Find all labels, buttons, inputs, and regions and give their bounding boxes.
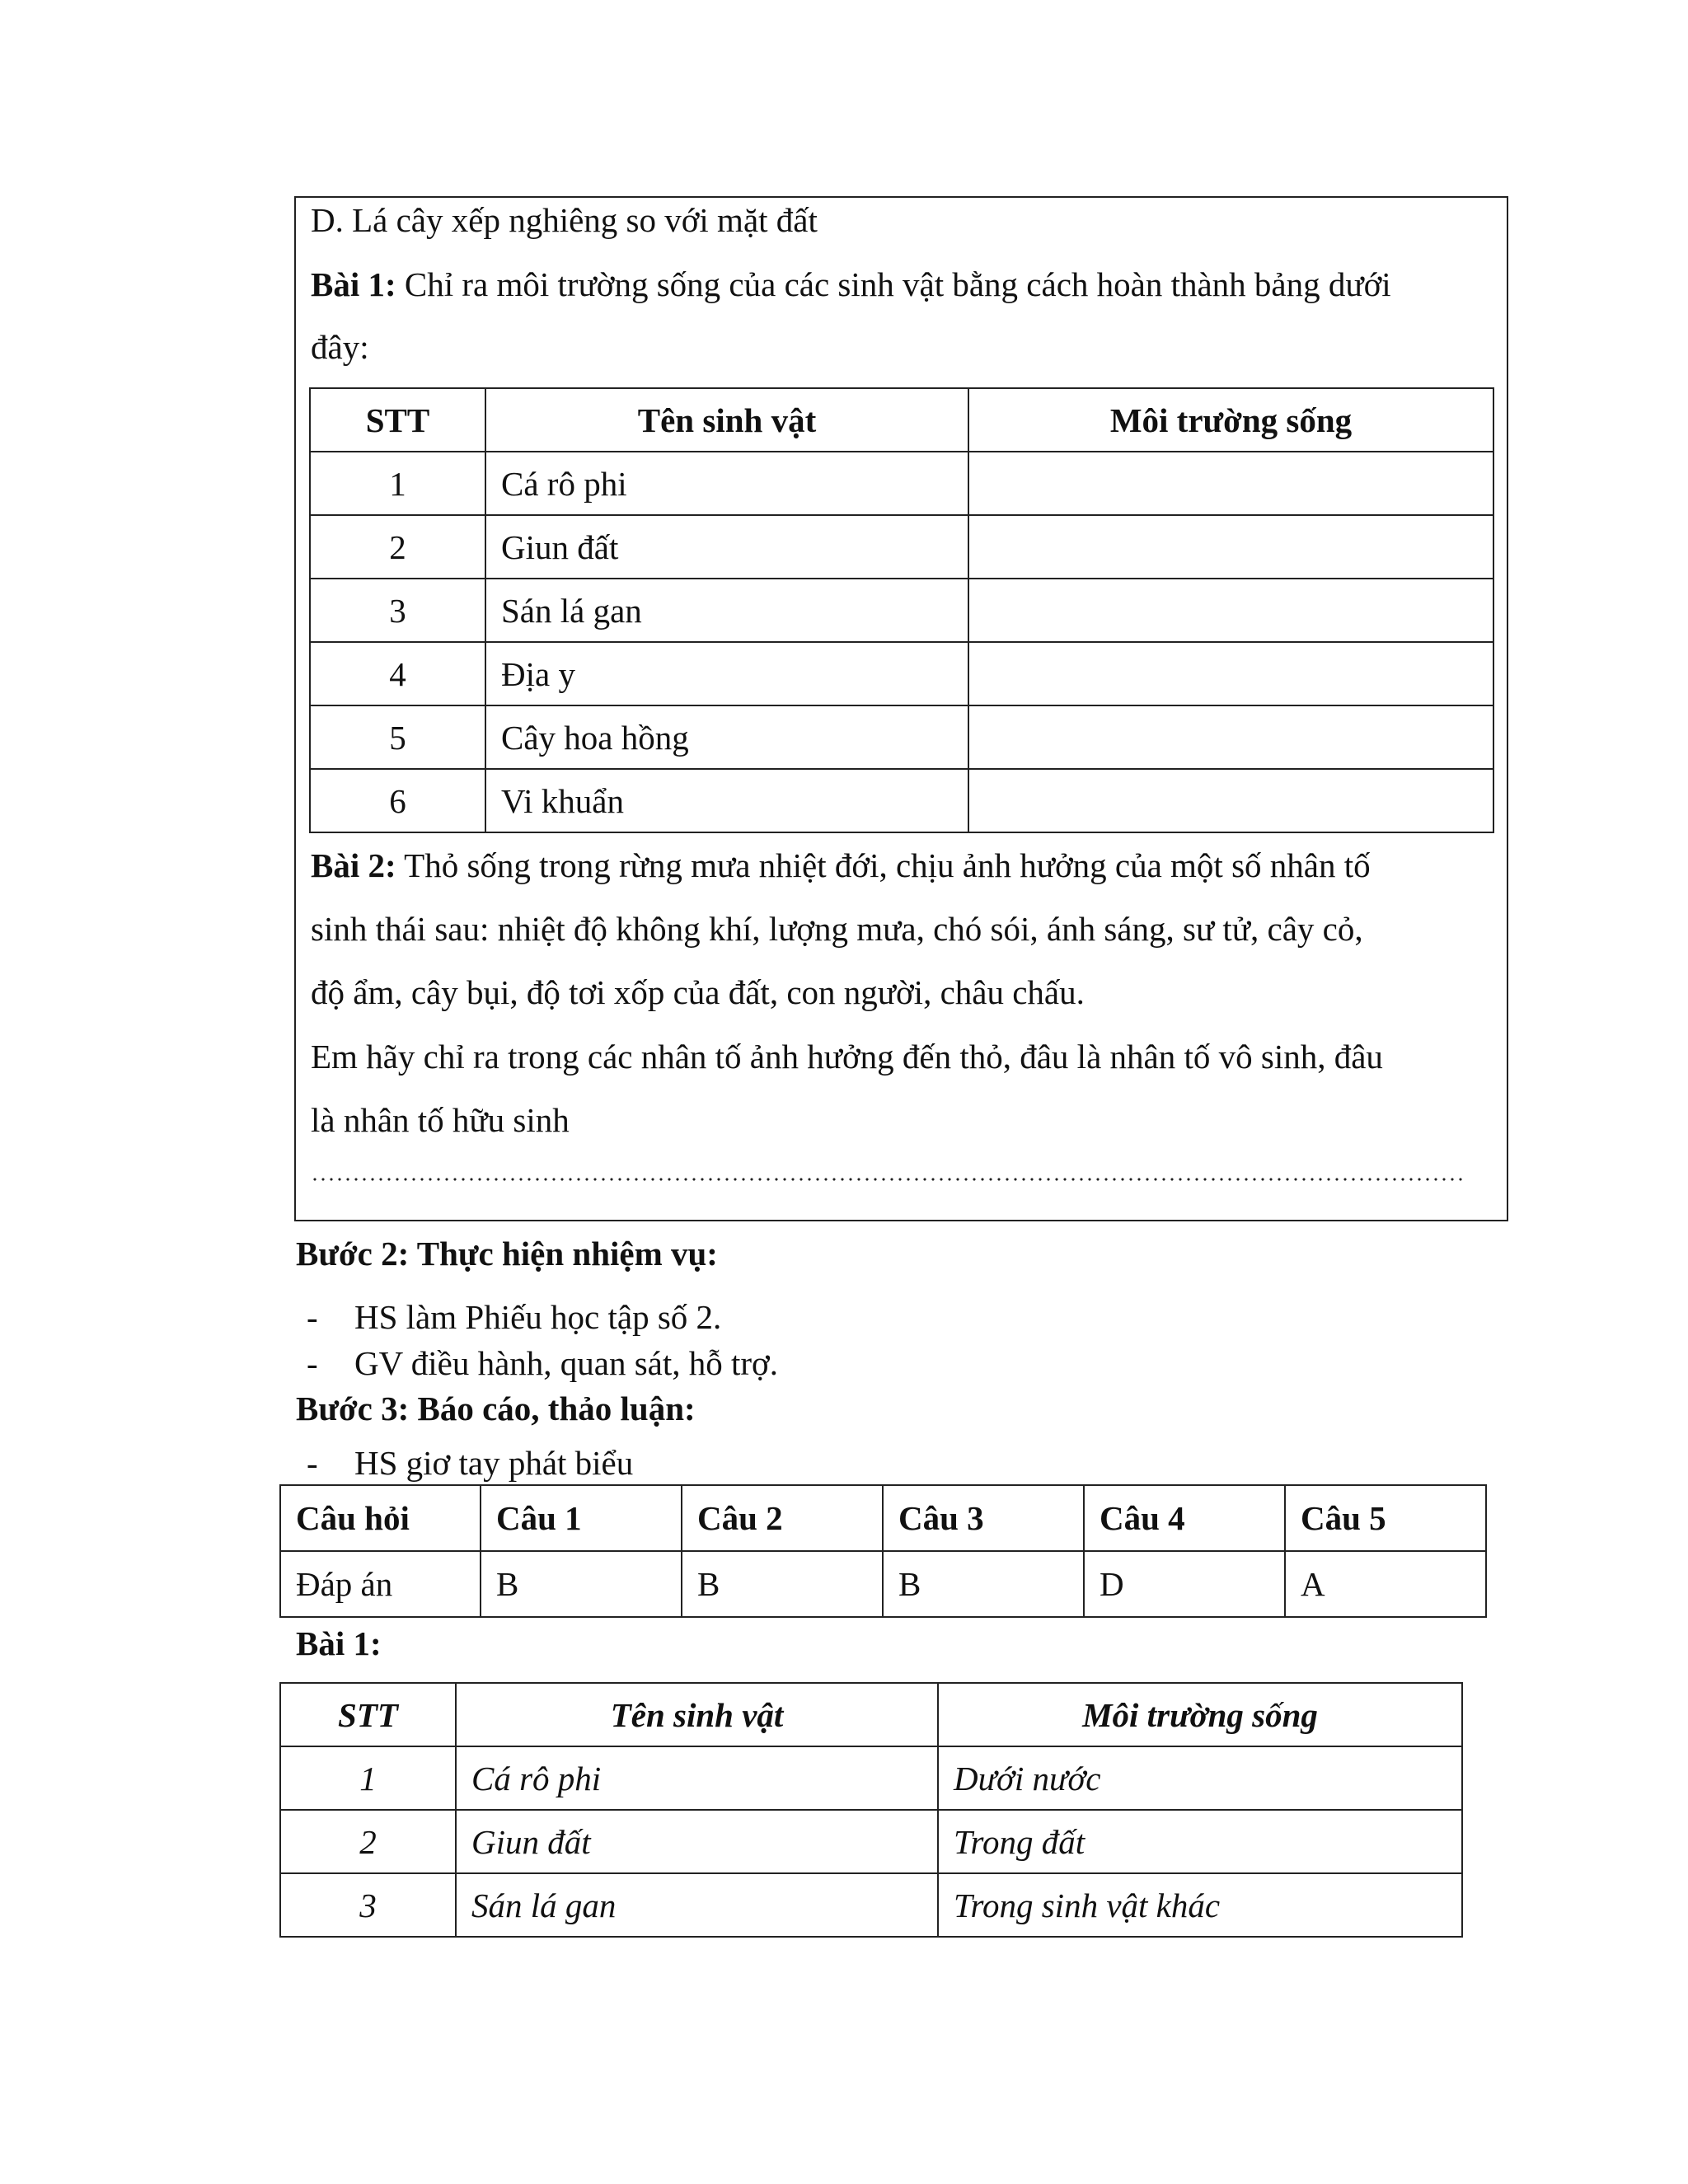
cell-answer-label: Đáp án (280, 1551, 481, 1617)
cell-habitat: Trong sinh vật khác (938, 1873, 1462, 1937)
cell-organism: Sán lá gan (456, 1873, 938, 1937)
cell-stt: 2 (310, 515, 485, 579)
cell-organism: Cá rô phi (485, 452, 968, 515)
table-row (280, 1551, 1486, 1617)
cell-habitat (968, 705, 1493, 769)
header-q3: Câu 3 (883, 1485, 1084, 1551)
cell-organism: Vi khuẩn (485, 769, 968, 832)
cell-stt: 1 (310, 452, 485, 515)
answer-dotted-line (311, 1177, 1465, 1182)
bai2-line-2: sinh thái sau: nhiệt độ không khí, lượng mưa, chó sói, ánh sáng, sư tử, cây cỏ, (311, 910, 1363, 948)
cell-organism: Địa y (485, 642, 968, 705)
bai1-label: Bài 1: (311, 265, 396, 303)
cell-habitat (968, 642, 1493, 705)
cell-organism: Giun đất (456, 1810, 938, 1873)
bai2-line-5: là nhân tố hữu sinh (311, 1101, 570, 1139)
option-d: D. Lá cây xếp nghiêng so với mặt đất (311, 201, 818, 239)
buoc2-heading: Bước 2: Thực hiện nhiệm vụ: (296, 1235, 718, 1272)
list-item (307, 1344, 778, 1382)
cell-stt: 5 (310, 705, 485, 769)
list-dash: - (307, 1298, 318, 1336)
cell-answer: B (682, 1551, 883, 1617)
table-row (310, 642, 1493, 705)
bai2-prompt (311, 846, 1371, 884)
list-dash: - (307, 1444, 318, 1482)
cell-habitat (968, 515, 1493, 579)
bai1-text: Chỉ ra môi trường sống của các sinh vật bằng cách hoàn thành bảng dưới (404, 265, 1391, 303)
table-row (310, 769, 1493, 832)
table-row (310, 705, 1493, 769)
header-q1: Câu 1 (481, 1485, 682, 1551)
cell-stt: 6 (310, 769, 485, 832)
header-organism: Tên sinh vật (485, 388, 968, 452)
cell-stt: 3 (280, 1873, 456, 1937)
cell-habitat (968, 579, 1493, 642)
bai2-line-4: Em hãy chỉ ra trong các nhân tố ảnh hưởng đến thỏ, đâu là nhân tố vô sinh, đâu (311, 1038, 1383, 1076)
header-q5: Câu 5 (1285, 1485, 1486, 1551)
cell-organism: Cây hoa hồng (485, 705, 968, 769)
cell-organism: Giun đất (485, 515, 968, 579)
cell-stt: 2 (280, 1810, 456, 1873)
cell-answer: A (1285, 1551, 1486, 1617)
cell-answer: D (1084, 1551, 1285, 1617)
table-row (280, 1873, 1462, 1937)
header-habitat: Môi trường sống (938, 1683, 1462, 1746)
header-organism: Tên sinh vật (456, 1683, 938, 1746)
header-habitat: Môi trường sống (968, 388, 1493, 452)
table-row (280, 1810, 1462, 1873)
cell-answer: B (481, 1551, 682, 1617)
organism-table-answer (279, 1682, 1463, 1938)
cell-habitat: Trong đất (938, 1810, 1462, 1873)
cell-stt: 4 (310, 642, 485, 705)
table-header-row (310, 388, 1493, 452)
list-dash: - (307, 1344, 318, 1382)
cell-habitat (968, 769, 1493, 832)
header-q4: Câu 4 (1084, 1485, 1285, 1551)
bai1-text-cont: đây: (311, 328, 369, 366)
cell-habitat (968, 452, 1493, 515)
cell-answer: B (883, 1551, 1084, 1617)
list-item (307, 1298, 722, 1336)
cell-organism: Sán lá gan (485, 579, 968, 642)
cell-stt: 3 (310, 579, 485, 642)
bai2-text: Thỏ sống trong rừng mưa nhiệt đới, chịu ảnh hưởng của một số nhân tố (404, 846, 1371, 884)
bai1-answer-heading: Bài 1: (296, 1624, 382, 1662)
bai2-label: Bài 2: (311, 846, 396, 884)
header-q2: Câu 2 (682, 1485, 883, 1551)
table-header-row (280, 1485, 1486, 1551)
cell-organism: Cá rô phi (456, 1746, 938, 1810)
organism-table-blank (309, 387, 1494, 833)
header-question: Câu hỏi (280, 1485, 481, 1551)
list-item-text: HS làm Phiếu học tập số 2. (354, 1298, 722, 1336)
table-row (310, 452, 1493, 515)
bai2-line-3: độ ẩm, cây bụi, độ tơi xốp của đất, con người, châu chấu. (311, 973, 1085, 1011)
list-item-text: GV điều hành, quan sát, hỗ trợ. (354, 1344, 778, 1382)
table-row (310, 579, 1493, 642)
list-item (307, 1444, 634, 1482)
bai1-prompt (311, 265, 1391, 303)
cell-habitat: Dưới nước (938, 1746, 1462, 1810)
header-stt: STT (310, 388, 485, 452)
table-row (280, 1746, 1462, 1810)
table-header-row (280, 1683, 1462, 1746)
list-item-text: HS giơ tay phát biểu (354, 1444, 634, 1482)
answer-key-table (279, 1484, 1487, 1618)
cell-stt: 1 (280, 1746, 456, 1810)
header-stt: STT (280, 1683, 456, 1746)
table-row (310, 515, 1493, 579)
buoc3-heading: Bước 3: Báo cáo, thảo luận: (296, 1390, 696, 1427)
